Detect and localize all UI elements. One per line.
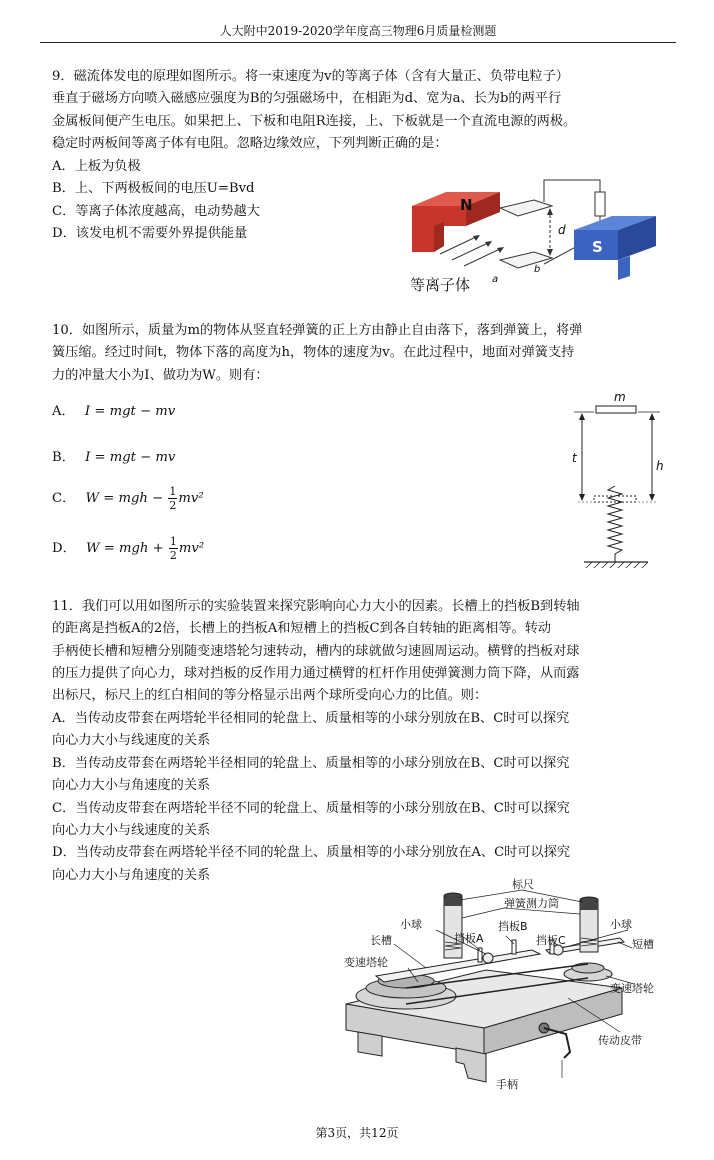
q10-option-d-rhs: mv² xyxy=(178,541,205,556)
q10-option-a xyxy=(52,400,175,419)
q10-option-d-lhs: W = mgh + xyxy=(85,541,164,556)
q9-line-2: 垂直于磁场方向喷入磁感应强度为B的匀强磁场中，在相距为d、宽为a、长为b的两平行 xyxy=(52,91,562,107)
q11-option-b-line-1: B．当传动皮带套在两塔轮半径相同的轮盘上、质量相等的小球分别放在B、C时可以探究 xyxy=(52,755,570,771)
mass-block xyxy=(596,406,636,413)
q9-line-4: 稳定时两板间等离子体有电阻。忽略边缘效应，下列判断正确的是： xyxy=(52,135,448,151)
q10-line-3: 力的冲量大小为I、做功为W。则有： xyxy=(52,367,269,383)
q10-option-d xyxy=(52,535,204,562)
label-biaochi: 标尺 xyxy=(512,878,534,891)
q9-stem xyxy=(52,66,576,155)
q11-option-a-line-1: A．当传动皮带套在两塔轮半径相同的轮盘上、质量相等的小球分别放在B、C时可以探究 xyxy=(52,711,570,726)
q11-option-c-line-1: C．当传动皮带套在两塔轮半径不同的轮盘上、质量相等的小球分别放在B、C时可以探究 xyxy=(52,800,570,816)
q10-option-c-num: 1 xyxy=(169,485,177,498)
label-dangban-b: 挡板B xyxy=(498,920,528,933)
q11-option-b-line-2: 向心力大小与角速度的关系 xyxy=(52,778,211,794)
page-number: 第3页，共12页 xyxy=(315,1126,399,1140)
q11-line-1: 11．我们可以用如图所示的实验装置来探究影响向心力大小的因素。长槽上的挡板B到转轴 xyxy=(52,599,580,614)
label-dangban-a: 挡板A xyxy=(454,932,484,945)
ball-left-icon xyxy=(483,953,493,963)
q10-option-c-label: C． xyxy=(52,491,76,506)
q10-option-d-num: 1 xyxy=(169,535,177,548)
q10-option-d-label: D． xyxy=(52,541,76,556)
label-tanhuang: 弹簧测力筒 xyxy=(504,897,559,910)
q11-option-d-line-2: 向心力大小与角速度的关系 xyxy=(52,867,211,883)
q10-option-b xyxy=(52,446,175,465)
q11-line-3: 手柄使长槽和短槽分别随变速塔轮匀速转动，槽内的球就做匀速圆周运动。横臂的挡板对球 xyxy=(52,643,580,659)
q9-option-b: B．上、下两极板间的电压U=Bvd xyxy=(52,181,255,197)
magnet-s-label: S xyxy=(592,238,603,256)
q11-option-c-line-2: 向心力大小与线速度的关系 xyxy=(52,822,211,838)
q10-stem xyxy=(52,320,582,387)
q11-stem xyxy=(52,596,580,707)
label-h: h xyxy=(656,459,664,473)
label-t: t xyxy=(572,451,577,465)
q11-line-2: 的距离是挡板A的2倍，长槽上的挡板A和短槽上的挡板C到各自转轴的距离相等。转动 xyxy=(52,621,552,637)
q10-option-b-label: B． xyxy=(52,450,75,465)
q9-option-a: A．上板为负极 xyxy=(52,159,141,174)
q11-option-a-line-2: 向心力大小与线速度的关系 xyxy=(52,733,211,749)
magnet-n-label: N xyxy=(460,196,473,214)
q10-option-c-fraction xyxy=(168,485,177,512)
label-m: m xyxy=(614,390,626,404)
q11-options xyxy=(52,708,570,887)
q10-option-a-expr: I = mgt − mv xyxy=(84,404,176,419)
plasma-caption: 等离子体 xyxy=(410,276,471,294)
q11-line-5: 出标尺，标尺上的红白相间的等分格显示出两个球所受向心力的比值。则： xyxy=(52,688,488,704)
q10-option-c xyxy=(52,485,204,512)
resistor-icon xyxy=(595,192,605,216)
q10-option-c-lhs: W = mgh − xyxy=(85,491,164,506)
page-header: 人大附中2019-2020学年度高三物理6月质量检测题 xyxy=(40,22,676,43)
q10-option-c-rhs: mv² xyxy=(178,491,204,506)
label-xiaoqiu-left: 小球 xyxy=(400,918,422,931)
label-a: a xyxy=(492,274,499,285)
q10-option-a-label: A． xyxy=(52,404,75,419)
q10-option-d-den: 2 xyxy=(169,549,177,562)
label-dangban-c: 挡板C xyxy=(536,934,566,947)
label-pidai: 传动皮带 xyxy=(598,1034,642,1047)
q9-option-c: C．等离子体浓度越高，电动势越大 xyxy=(52,203,260,219)
q11-figure-centripetal-apparatus xyxy=(336,878,666,1114)
q9-line-3: 金属板间便产生电压。如果把上、下板和电阻R连接，上、下板就是一个直流电源的两极。 xyxy=(52,113,577,129)
q9-line-1: 9．磁流体发电的原理如图所示。将一束速度为v的等离子体（含有大量正、负带电粒子） xyxy=(52,69,569,84)
label-talun-left: 变速塔轮 xyxy=(344,956,388,969)
q10-option-c-den: 2 xyxy=(169,499,177,512)
q10-line-2: 簧压缩。经过时间t，物体下落的高度为h，物体的速度为v。在此过程中，地面对弹簧支持 xyxy=(52,345,575,361)
q10-option-b-expr: I = mgt − mv xyxy=(85,450,176,465)
q9-figure-mhd-generator xyxy=(404,160,674,296)
label-duancao: 短槽 xyxy=(632,938,654,951)
q10-line-1: 10．如图所示，质量为m的物体从竖直轻弹簧的正上方由静止自由落下，落到弹簧上，将弹 xyxy=(52,323,583,338)
label-changcao: 长槽 xyxy=(370,934,392,947)
label-b: b xyxy=(534,264,541,275)
q10-option-d-fraction xyxy=(169,535,178,562)
label-xiaoqiu-right: 小球 xyxy=(610,918,632,931)
q11-option-d-line-1: D．当传动皮带套在两塔轮半径不同的轮盘上、质量相等的小球分别放在A、C时可以探究 xyxy=(52,845,571,861)
label-d: d xyxy=(558,223,566,237)
label-talun-right: 变速塔轮 xyxy=(610,982,654,995)
spring-icon xyxy=(608,486,622,562)
q10-figure-spring xyxy=(568,390,668,576)
q11-line-4: 的压力提供了向心力，球对挡板的反作用力通过横臂的杠杆作用使弹簧测力筒下降，从而露 xyxy=(52,665,580,681)
q9-options xyxy=(52,156,260,246)
label-shoubing: 手柄 xyxy=(496,1078,518,1091)
q9-option-d: D．该发电机不需要外界提供能量 xyxy=(52,226,248,242)
